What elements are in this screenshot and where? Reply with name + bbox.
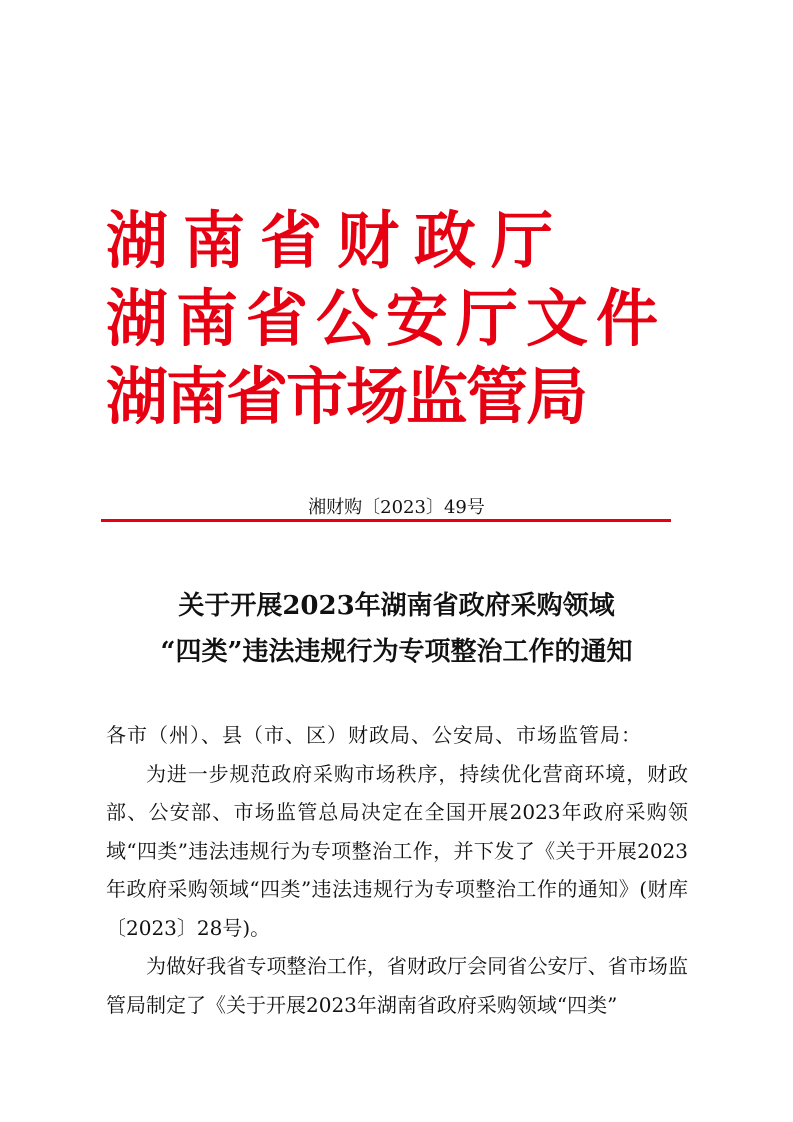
paragraph-1: 为进一步规范政府采购市场秩序，持续优化营商环境，财政部、公安部、市场监管总局决定在全国开展2023年政府采购领域“四类”违法违规行为专项整治工作，并下发了《关于开展2023年政府采购领域“四类”违法违规行为专项整治工作的通知》(财库〔2023〕28号)。 <box>106 761 688 940</box>
paragraph-2: 为做好我省专项整治工作，省财政厅会同省公安厅、省市场监管局制定了《关于开展2023年湖南省政府采购领域“四类” <box>106 954 688 1017</box>
notice-title-line-1: 关于开展2023年湖南省政府采购领域 <box>178 591 615 621</box>
issuer-line-public-security: 湖南省公安厅文件 <box>106 282 667 355</box>
notice-title-line-2: “四类”违法违规行为专项整治工作的通知 <box>160 637 633 667</box>
red-divider <box>101 519 671 522</box>
salutation: 各市（州）、县（市、区）财政局、公安局、市场监管局： <box>106 723 642 747</box>
issuer-line-finance: 湖南省财政厅 <box>106 204 569 277</box>
document-body <box>106 716 688 1024</box>
issuer-line-market-regulation: 湖南省市场监管局 <box>106 360 587 433</box>
document-number: 湘财购〔2023〕49号 <box>308 497 485 518</box>
